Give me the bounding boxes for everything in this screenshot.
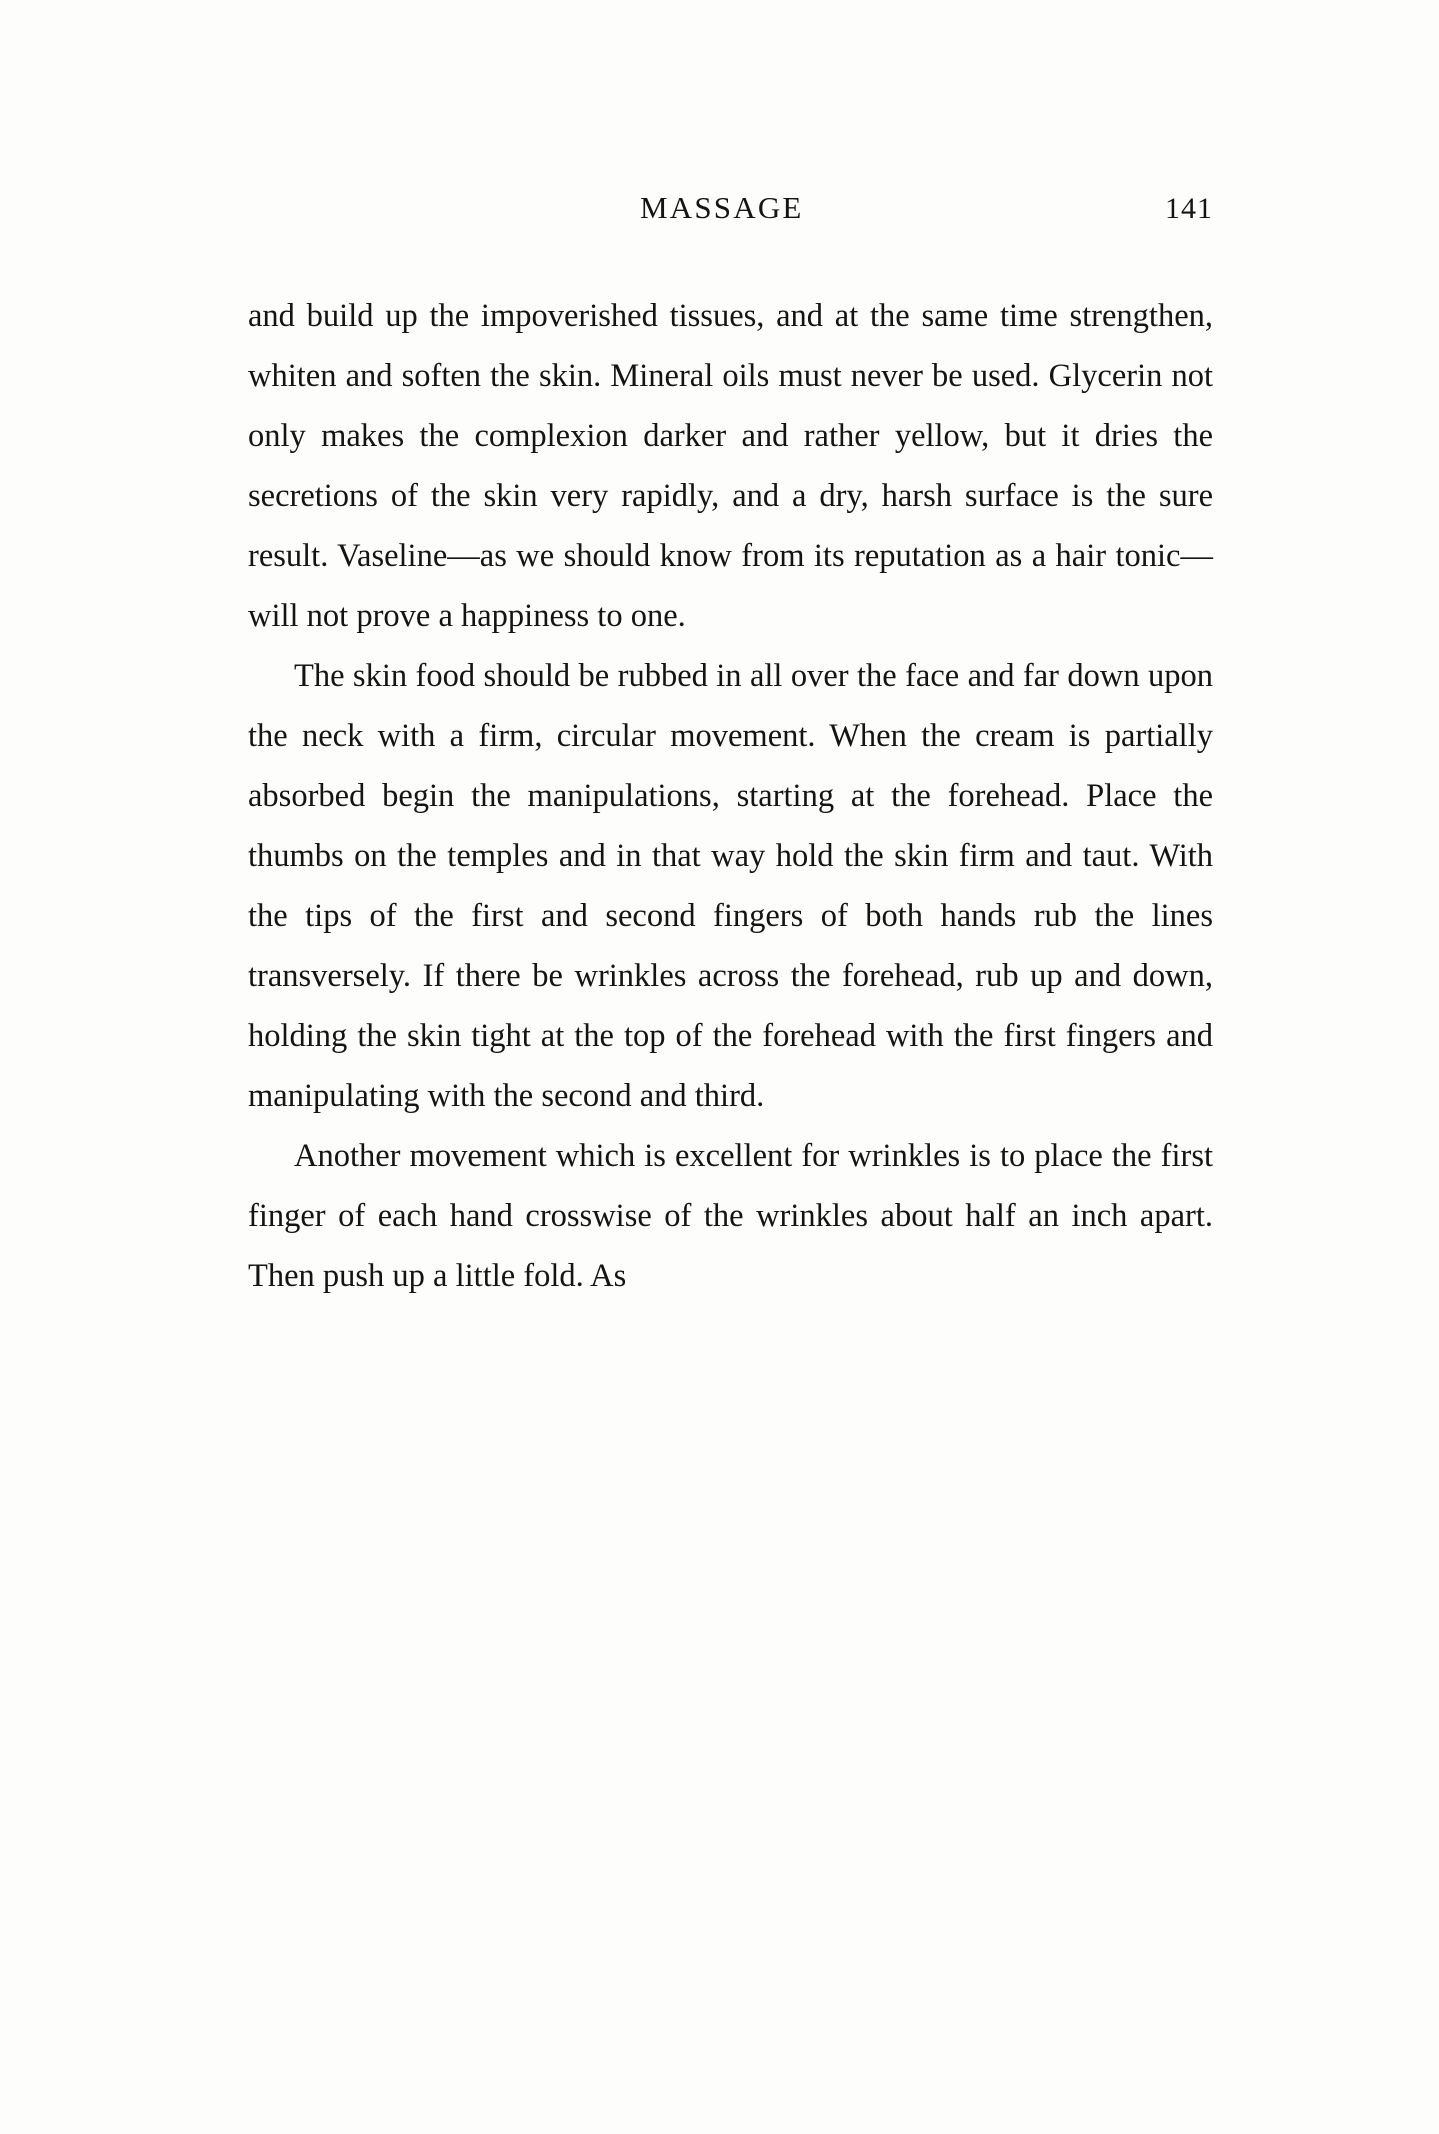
page-content-area [248,190,1213,1306]
body-text [248,286,1213,1306]
page-number: 141 [1165,192,1213,225]
running-title: MASSAGE [640,190,804,225]
paragraph-2: The skin food should be rubbed in all over the face and far down upon the neck with a firm, circular movement. When the cream is partially absorbed begin the manipulations, starting at the forehead. Place the thumbs on the temples and in that way hold the skin firm and taut. With the tips of the first and second fingers of both hands rub the lines transversely. If there be wrinkles across the forehead, rub up and down, holding the skin tight at the top of the forehead with the first fingers and manipulating with the second and third. [248,658,1213,1114]
paragraph-3: Another movement which is excellent for wrinkles is to place the first finger of each hand crosswise of the wrinkles about half an inch apart. Then push up a little fold. As [248,1138,1213,1294]
paragraph-1: and build up the impoverished tissues, and at the same time strengthen, whiten and soften the skin. Mineral oils must never be used. Glycerin not only makes the complexion darker and rather yellow, but it dries the secretions of the skin very rapidly, and a dry, harsh surface is the sure result. Vaseline—as we should know from its reputation as a hair tonic—will not prove a happiness to one. [248,298,1213,634]
page-header [248,190,1213,240]
